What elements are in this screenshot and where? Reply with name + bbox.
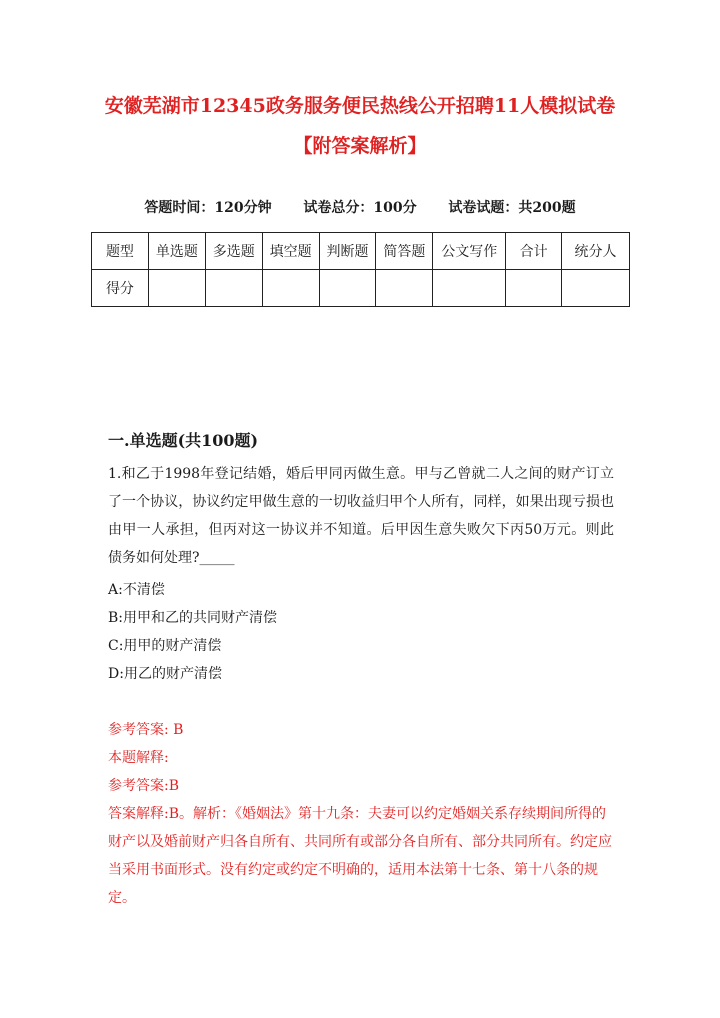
question-text: 1.和乙于1998年登记结婚，婚后甲同丙做生意。甲与乙曾就二人之间的财产订立了一个协议，协议约定甲做生意的一切收益归甲个人所有，同样，如果出现亏损也由甲一人承担，但丙对这一协议并不知道。后甲因生意失败欠下丙50万元。则此债务如何处理?_____ bbox=[108, 466, 614, 566]
table-header-cell: 填空题 bbox=[262, 233, 319, 270]
exam-question-count: 试卷试题：共200题 bbox=[448, 200, 576, 216]
table-cell bbox=[148, 270, 205, 307]
table-header-cell: 题型 bbox=[92, 233, 149, 270]
exam-total-score: 试卷总分：100分 bbox=[303, 200, 417, 216]
table-cell bbox=[506, 270, 562, 307]
question-options bbox=[108, 576, 277, 688]
table-header-cell: 多选题 bbox=[205, 233, 262, 270]
table-header-cell: 简答题 bbox=[376, 233, 433, 270]
explanation-label: 本题解释: bbox=[108, 750, 169, 766]
reference-answer-repeat: 参考答案:B bbox=[108, 778, 180, 794]
score-table-score-row bbox=[92, 270, 630, 307]
table-header-cell: 单选题 bbox=[148, 233, 205, 270]
option-a: A:不清偿 bbox=[108, 582, 165, 598]
score-table-header-row bbox=[92, 233, 630, 270]
reference-answer: 参考答案: B bbox=[108, 722, 184, 738]
table-cell bbox=[562, 270, 630, 307]
exam-meta bbox=[92, 196, 628, 220]
option-c: C:用甲的财产清偿 bbox=[108, 638, 222, 654]
table-cell bbox=[262, 270, 319, 307]
document-title: 安徽芜湖市12345政务服务便民热线公开招聘11人模拟试卷【附答案解析】 bbox=[104, 95, 616, 157]
table-header-cell: 合计 bbox=[506, 233, 562, 270]
table-cell bbox=[205, 270, 262, 307]
table-cell bbox=[319, 270, 376, 307]
table-header-cell: 公文写作 bbox=[433, 233, 506, 270]
table-row-label: 得分 bbox=[92, 270, 149, 307]
table-header-cell: 判断题 bbox=[319, 233, 376, 270]
exam-time: 答题时间：120分钟 bbox=[144, 200, 272, 216]
table-cell bbox=[433, 270, 506, 307]
table-header-cell: 统分人 bbox=[562, 233, 630, 270]
table-cell bbox=[376, 270, 433, 307]
score-table bbox=[91, 232, 630, 307]
answer-block bbox=[108, 716, 616, 912]
answer-explanation: 答案解释:B。解析：《婚姻法》第十九条：夫妻可以约定婚姻关系存续期间所得的财产以及婚前财产归各自所有、共同所有或部分各自所有、部分共同所有。约定应当采用书面形式。没有约定或约定不明确的，适用本法第十七条、第十八条的规定。 bbox=[108, 806, 612, 906]
section-heading: 一.单选题(共100题) bbox=[108, 431, 259, 450]
option-d: D:用乙的财产清偿 bbox=[108, 666, 222, 682]
option-b: B:用甲和乙的共同财产清偿 bbox=[108, 610, 278, 626]
